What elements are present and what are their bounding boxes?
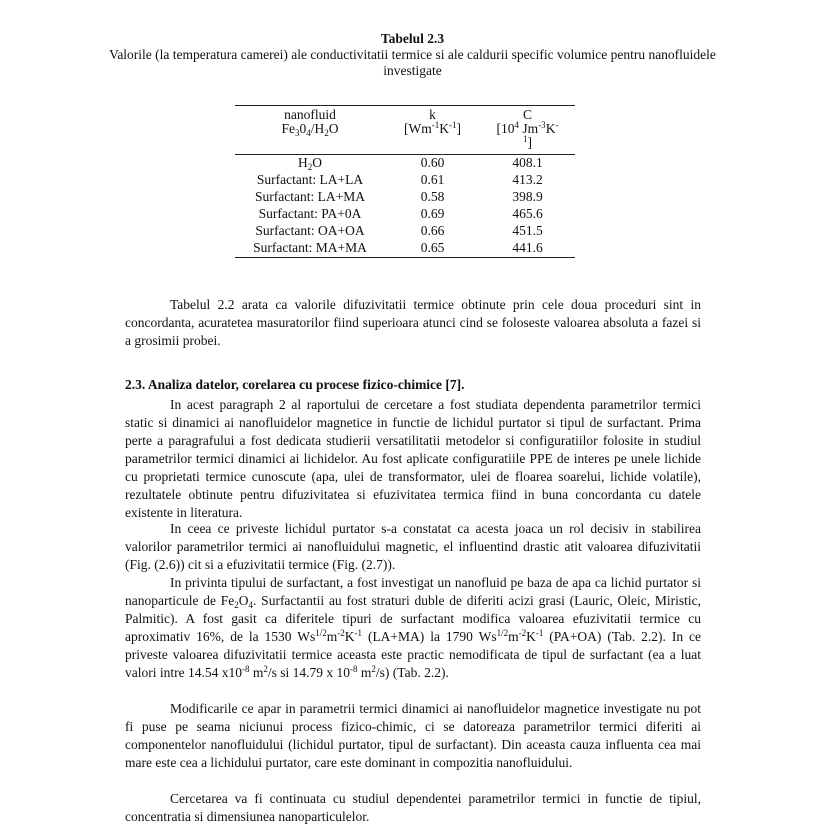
- intro-paragraph: Tabelul 2.2 arata ca valorile difuzivitatii termice obtinute prin cele doua proceduri sint in concordanta, acuratetea masuratorilor fiind superioara atunci cind se foloseste valoarea absoluta a fazei si a grosimii probei.: [125, 297, 701, 348]
- cell-nanofluid: Surfactant: LA+LA: [256, 172, 364, 187]
- table-header-row: [235, 106, 575, 155]
- cell-nanofluid: Surfactant: OA+OA: [255, 223, 365, 238]
- header-k: [385, 106, 480, 155]
- paragraph-1: In acest paragraph 2 al raportului de cercetare a fost studiata dependenta parametrilor termici static si dinamici ai nanofluidelor magnetice in functie de lichidul purtator si tipul de surfactant. Prima perte a paragrafului a fost dedicata studierii versatilitatii metodelor si configuratiilor folosite in studiul parametrilor termici dinamici ai lichidelor. Au fost aplicate configuratiile PPE de interes pe unele lichide cu proprietati termice cunoscute (apa, ulei de transformator, ulei de floarea soarelui, lichide volatile), rezultatele obtinute pentru difuzivitatea si efuzivitatea termica fiind in buna concordanta cu datele existente in literatura.: [125, 397, 701, 520]
- p3-part-e: m: [249, 665, 264, 680]
- table-row: [235, 155, 575, 173]
- p3-part-f: /s si 14.79 x 10: [267, 665, 351, 680]
- table-row: [235, 206, 575, 223]
- paragraph-2: In ceea ce priveste lichidul purtator s-a constatat ca acesta joaca un rol decisiv in stabilirea valorilor parametrilor termici ai nanofluidului magnetic, el influentind drastic atit valoarea difuzivitatii (Fig. (2.6)) cit si a efuzivitatii termice (Fig. (2.7)).: [125, 521, 701, 572]
- paragraph-3: In privinta tipului de surfactant, a fost investigat un nanofluid pe baza de apa ca lichid purtator si nanoparticule de $Fe_2O_4$. Surfactantii au fost straturi duble de diferiti acizi grasi (Lauric, Oleic, Miristic, Palmitic). A fost gasit ca diferitele tipuri de surfactant modifica valoarea efuzivitatii termice cu aproximativ 16%, de la 1530 $Ws^{1/2}m^{-2}K^{-1}$ (LA+MA) la 1790 $Ws^{1/2}m^{-2}K^{-1}$ (PA+OA) (Tab. 2.2). In ce priveste valoarea difuzivitatii termice aceasta este practic nemodificata de tipul de surfactant (ea a luat valori intre 14.54 $x10^{-8}$ $m^2/s$ si 14.79 x $10^{-8}$ $m^2/s$) (Tab. 2.2).: [125, 575, 702, 680]
- p3-part-c: (LA+MA) la 1790 Ws: [362, 629, 497, 644]
- header-k-symbol: k: [429, 107, 436, 122]
- cell-c: 441.6: [480, 240, 575, 258]
- table-row: [235, 172, 575, 189]
- header-c: [480, 106, 575, 155]
- p3-part-g: m: [357, 665, 372, 680]
- cell-nanofluid: Surfactant: PA+0A: [258, 206, 362, 221]
- header-k-unit: $[Wm^{-1}K^{-1}]$: [404, 120, 461, 136]
- cell-c: 413.2: [512, 172, 543, 187]
- paragraph-5: Cercetarea va fi continuata cu studiul dependentei parametrilor termici in functie de tipiul, concentratia si dimensiunea nanoparticulelor.: [125, 791, 701, 824]
- p3-part-h: /s) (Tab. 2.2).: [375, 665, 449, 680]
- table-row: [235, 223, 575, 240]
- p3-part-a: In privinta tipului de surfactant, a fost investigat un nanofluid pe baza de apa ca lichid purtator si nanoparticule de Fe: [125, 575, 701, 608]
- p3-part-b: . Surfactantii au fost straturi duble de diferiti acizi grasi (Lauric, Oleic, Miristic, Palmitic). A fost gasit ca diferitele tipuri de surfactant modifica valoarea efuzivitatii termice cu aproximativ 16%, de la 1530 Ws: [125, 593, 701, 644]
- header-nanofluid: [235, 106, 385, 155]
- table-caption-title: Tabelul 2.3: [380, 31, 445, 46]
- cell-k: 0.58: [420, 189, 445, 204]
- cell-c: 408.1: [512, 155, 543, 170]
- header-c-symbol: C: [522, 107, 532, 122]
- cell-nanofluid: Surfactant: MA+MA: [235, 240, 385, 258]
- cell-k: 0.69: [420, 206, 445, 221]
- cell-k: 0.65: [385, 240, 480, 258]
- p3-part-d: (PA+OA) (Tab. 2.2). In ce priveste valoarea difuzivitatii termice aceasta este practic nemodificata de tipul de surfactant (ea a luat valori intre 14.54 x10: [125, 629, 702, 680]
- cell-c: 398.9: [512, 189, 543, 204]
- table-caption-description: Valorile (la temperatura camerei) ale conductivitatii termice si ale caldurii specific volumice pentru nanofluidele investigate: [109, 47, 716, 78]
- cell-k: 0.60: [420, 155, 445, 170]
- cell-k: 0.61: [420, 172, 445, 187]
- header-nanofluid-line2: $Fe_30_4/H_2O$: [281, 121, 339, 138]
- cell-nanofluid: $H_2O$: [298, 155, 322, 172]
- cell-c: 451.5: [512, 223, 543, 238]
- table-row: [235, 240, 575, 258]
- header-nanofluid-line1: nanofluid: [284, 107, 336, 122]
- cell-k: 0.66: [420, 223, 445, 238]
- table-row: [235, 189, 575, 206]
- data-table: [235, 105, 575, 258]
- cell-c: 465.6: [512, 206, 543, 221]
- cell-nanofluid: Surfactant: LA+MA: [255, 189, 365, 204]
- header-c-unit: [$10^4$ $Jm^{-3}K^-$ $^1$]: [496, 120, 559, 150]
- section-heading: 2.3. Analiza datelor, corelarea cu procese fizico-chimice [7].: [125, 377, 465, 392]
- paragraph-4: Modificarile ce apar in parametrii termici dinamici ai nanofluidelor magnetice investigate nu pot fi puse pe seama niciunui process fizico-chimic, ci se datoreaza parametrilor termici diferiti ai componentelor nanofluidului (lichidul purtator, tipul de surfactant). Din aceasta cauza influenta cea mai mare este cea a lichidului purtator, care este dominant in compozitia nanofluidului.: [125, 701, 701, 770]
